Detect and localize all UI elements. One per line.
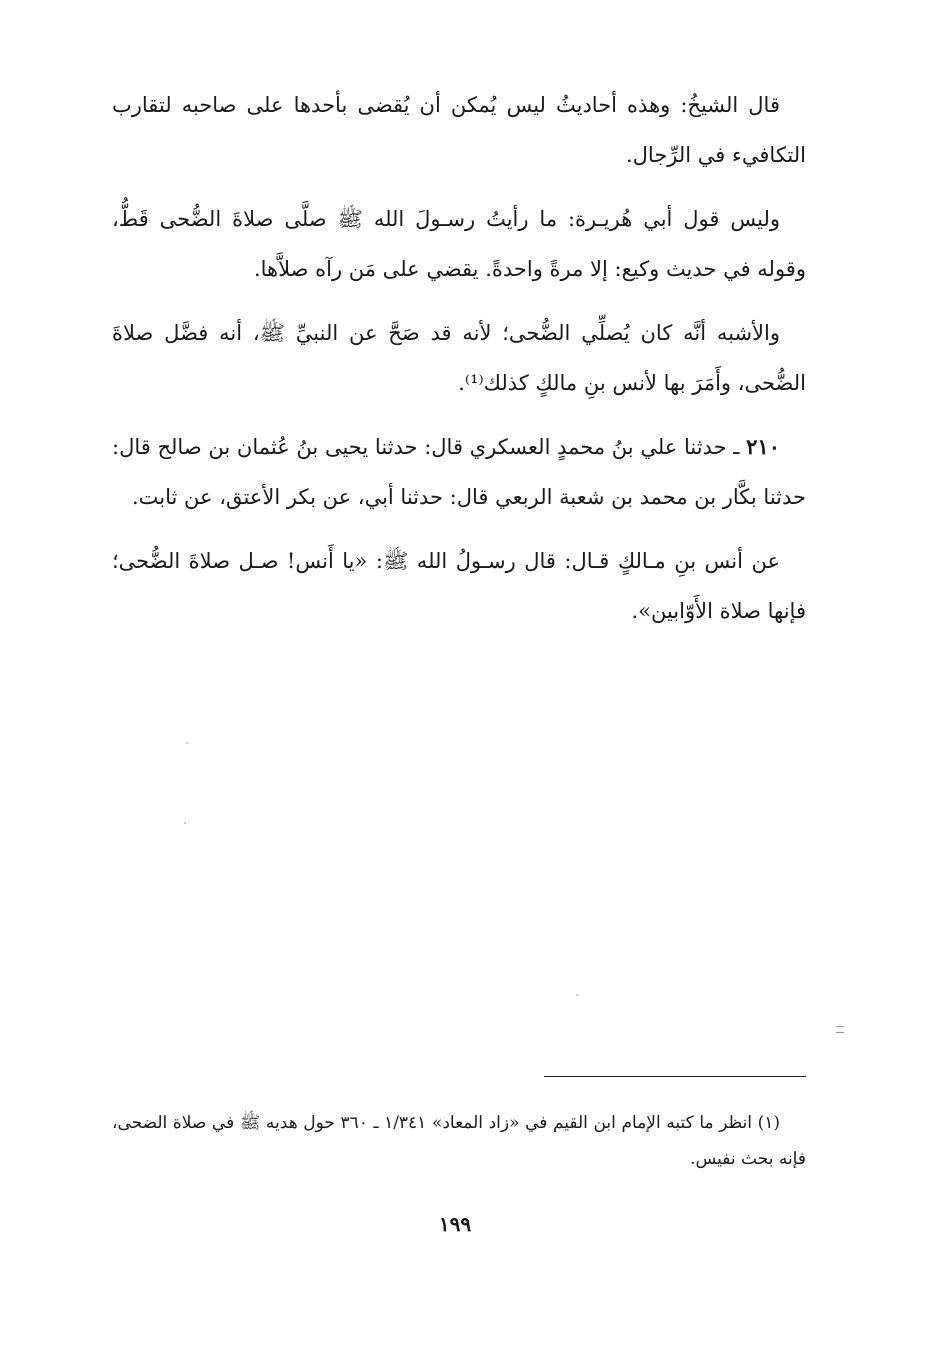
scan-speck xyxy=(184,822,186,824)
paragraph-text: وليس قول أبي هُريـرة: ما رأيتُ رسـولَ الله ﷺ صلَّى صلاةَ الضُّحى قَطُّ، وقوله في حديث وكيع: إلا مرةً واحدةً. يقضي على مَن رآه صلاَّها. xyxy=(112,207,806,281)
page-body xyxy=(112,80,806,650)
paragraph-anas-hadith xyxy=(112,536,806,636)
scan-speck xyxy=(186,742,188,744)
paragraph-sheikh-comment xyxy=(112,80,806,180)
scan-speck xyxy=(576,994,578,996)
paragraph-abu-hurayra xyxy=(112,194,806,294)
paragraph-text: عن أنس بنِ مـالكٍ قـال: قال رسـولُ الله ﷺ: «يا أَنس! صـل صلاةَ الضُّحى؛ فإنها صلاة الأَوّابين». xyxy=(112,549,806,623)
paragraph-text: ـ حدثنا علي بنُ محمدٍ العسكري قال: حدثنا يحيى بنُ عُثمان بن صالح قال: حدثنا بكَّار بن محمد بن شعبة الربعي قال: حدثنا أبي، عن بكر الأعتق، عن ثابت. xyxy=(112,435,806,509)
paragraph-hadith-210 xyxy=(112,422,806,522)
paragraph-text: والأشبه أنَّه كان يُصلِّي الضُّحى؛ لأنه قد صَحَّ عن النبيِّ ﷺ، أنه فضَّل صلاةَ الضُّحى، وأَمَرَ بها لأنس بنِ مالكٍ كذلك⁽¹⁾. xyxy=(112,321,806,395)
paragraph-conclusion xyxy=(112,308,806,408)
footnote-separator xyxy=(544,1076,806,1077)
footnote xyxy=(112,1105,806,1177)
page-number: ١٩٩ xyxy=(438,1212,472,1236)
hadith-number: ٢١٠ xyxy=(746,434,780,459)
margin-mark xyxy=(836,1026,844,1033)
footnote-text: (١) انظر ما كتبه الإمام ابن القيم في «زاد المعاد» ١/٣٤١ ـ ٣٦٠ حول هديه ﷺ في صلاة الضحى، فإنه بحث نفيس. xyxy=(112,1113,806,1169)
paragraph-text: قال الشيخُ: وهذه أحاديثُ ليس يُمكن أن يُقضى بأحدها على صاحبه لتقارب التكافيء في الرِّجال. xyxy=(112,93,806,167)
